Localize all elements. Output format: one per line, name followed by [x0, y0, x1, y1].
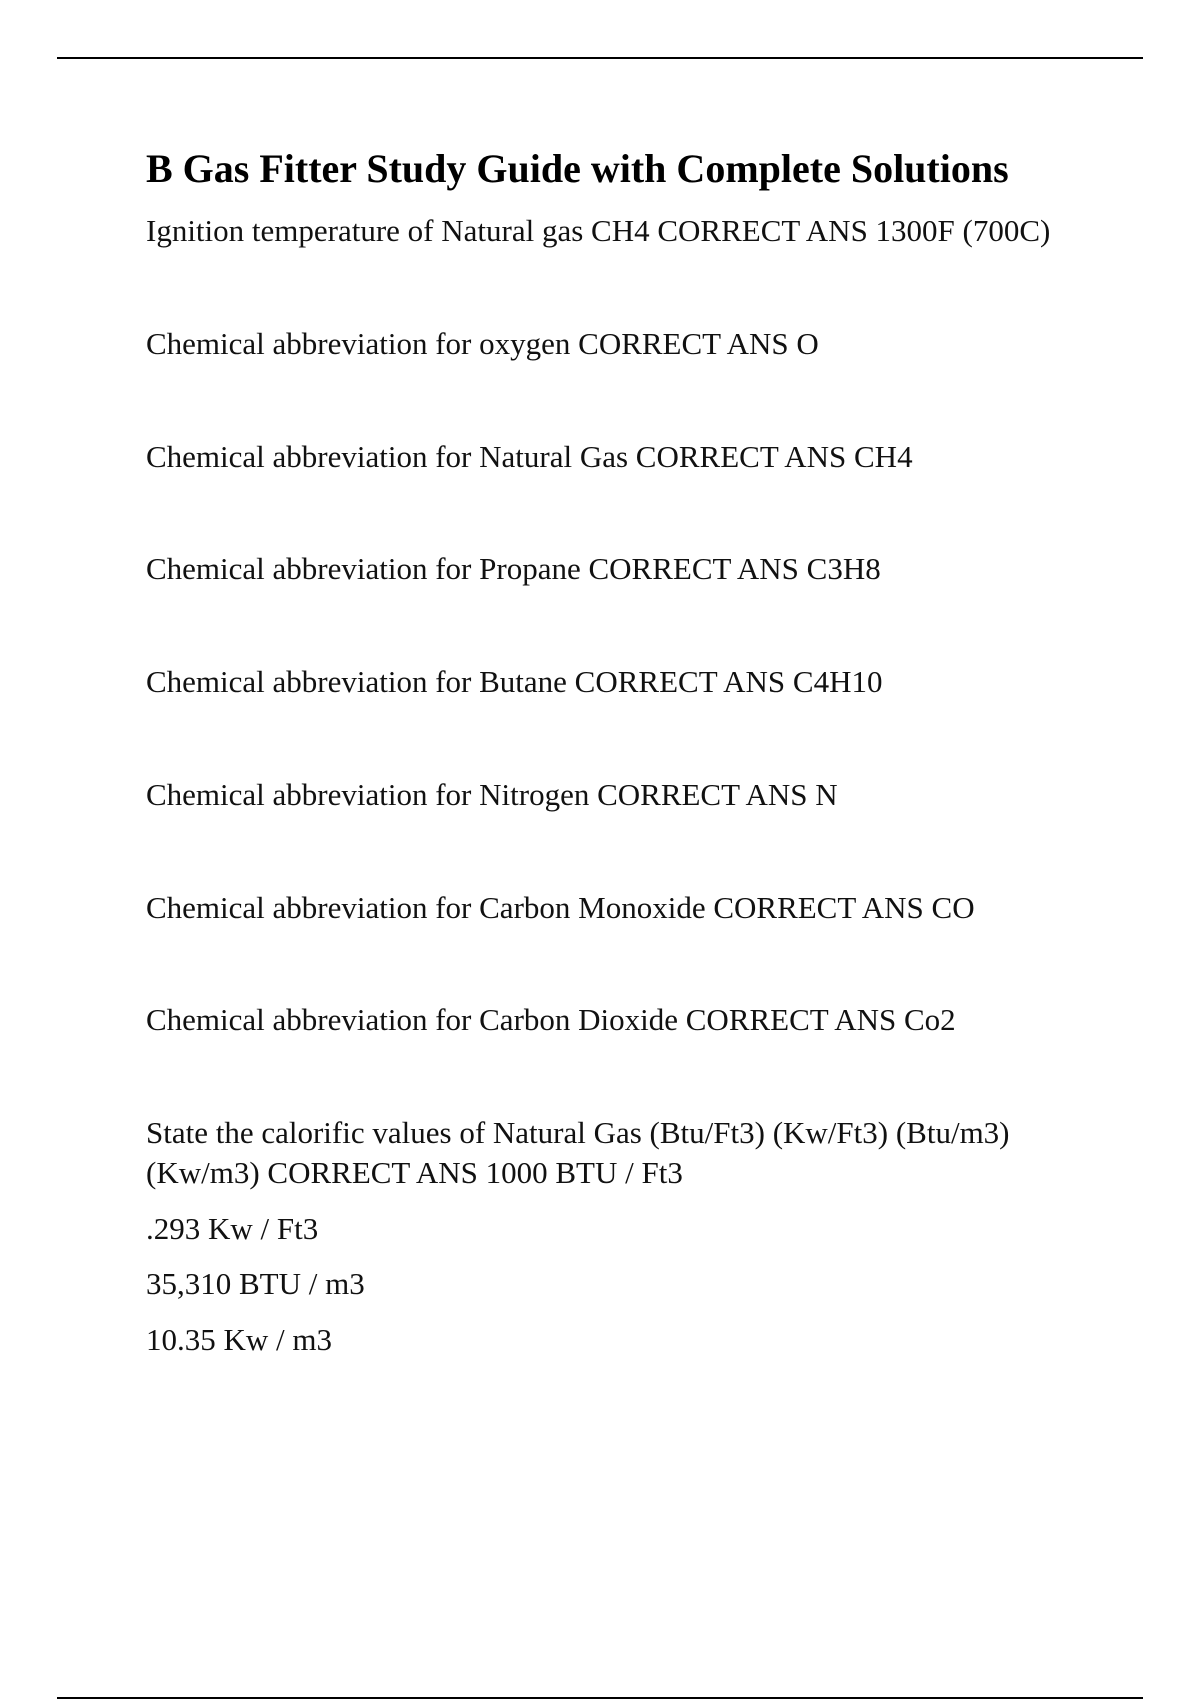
- qa-item-carbon-monoxide: Chemical abbreviation for Carbon Monoxide CORRECT ANS CO: [146, 890, 975, 925]
- qa-item-butane: Chemical abbreviation for Butane CORRECT ANS C4H10: [146, 664, 883, 699]
- qa-item-natural-gas: Chemical abbreviation for Natural Gas CORRECT ANS CH4: [146, 439, 913, 474]
- document-title: B Gas Fitter Study Guide with Complete Solutions: [146, 146, 1009, 191]
- qa-item-carbon-dioxide: Chemical abbreviation for Carbon Dioxide CORRECT ANS Co2: [146, 1002, 956, 1037]
- calorific-question-line-2: (Kw/m3) CORRECT ANS 1000 BTU / Ft3: [146, 1155, 683, 1190]
- calorific-answer-btu-m3: 35,310 BTU / m3: [146, 1266, 365, 1301]
- qa-item-propane: Chemical abbreviation for Propane CORRECT ANS C3H8: [146, 551, 881, 586]
- qa-item-nitrogen: Chemical abbreviation for Nitrogen CORRECT ANS N: [146, 777, 838, 812]
- qa-item-ignition-temperature: Ignition temperature of Natural gas CH4 CORRECT ANS 1300F (700C): [146, 213, 1051, 248]
- bottom-rule: [57, 1697, 1143, 1699]
- calorific-question-line-1: State the calorific values of Natural Gas (Btu/Ft3) (Kw/Ft3) (Btu/m3): [146, 1115, 1010, 1150]
- calorific-answer-kw-m3: 10.35 Kw / m3: [146, 1322, 332, 1357]
- calorific-answer-kw-ft3: .293 Kw / Ft3: [146, 1211, 319, 1246]
- top-rule: [57, 57, 1143, 59]
- qa-item-oxygen: Chemical abbreviation for oxygen CORRECT ANS O: [146, 326, 819, 361]
